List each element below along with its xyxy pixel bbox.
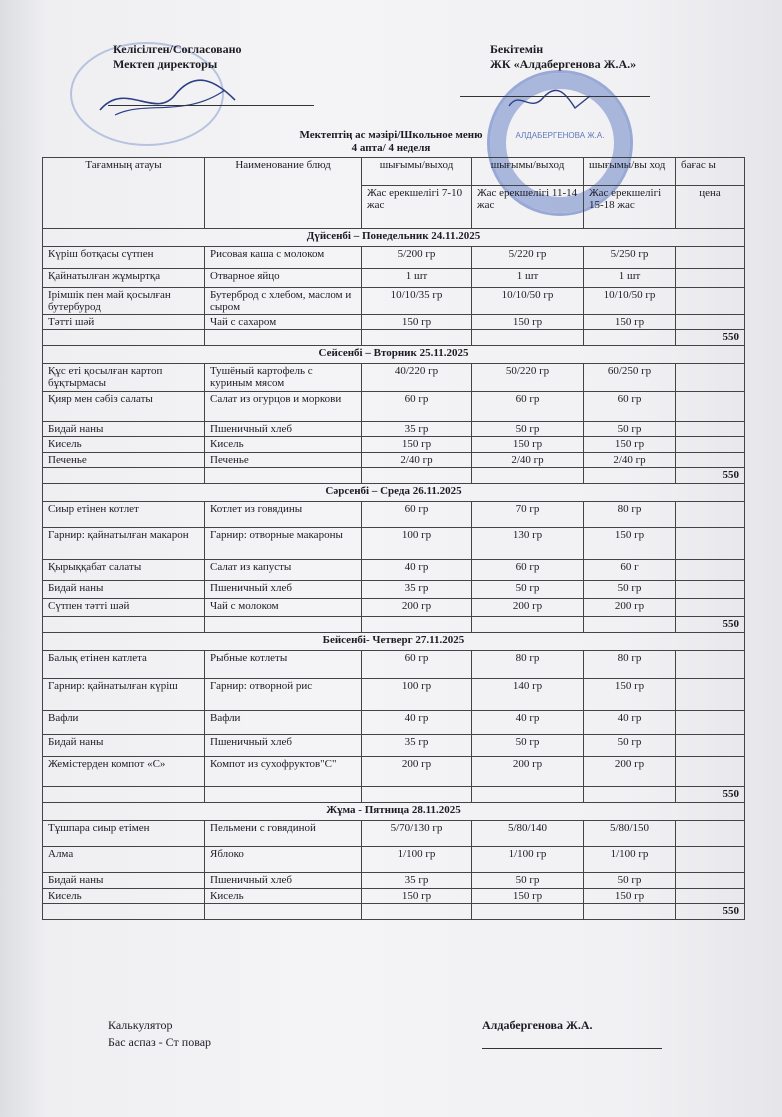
portion-15-18: 1/100 гр bbox=[584, 847, 676, 873]
day-title: Сейсенбі – Вторник 25.11.2025 bbox=[43, 346, 745, 364]
day-total-row bbox=[43, 468, 745, 484]
portion-11-14: 150 гр bbox=[472, 889, 584, 904]
menu-item-row bbox=[43, 247, 745, 269]
portion-11-14: 2/40 гр bbox=[472, 453, 584, 468]
col-header-name-kz: Тағамның атауы bbox=[43, 158, 205, 229]
dish-name-kz: Кисель bbox=[43, 437, 205, 453]
portion-7-10: 100 гр bbox=[362, 528, 472, 560]
portion-15-18: 60/250 гр bbox=[584, 364, 676, 392]
portion-15-18: 40 гр bbox=[584, 711, 676, 735]
dish-name-ru: Пшеничный хлеб bbox=[205, 735, 362, 757]
portion-11-14: 60 гр bbox=[472, 560, 584, 581]
left-signature-line bbox=[108, 105, 314, 106]
day-total-price: 550 bbox=[676, 617, 745, 633]
col-header-price: бағас ы bbox=[676, 158, 745, 186]
empty-cell bbox=[584, 904, 676, 920]
footer-signature-line bbox=[482, 1048, 662, 1049]
menu-item-row bbox=[43, 422, 745, 437]
approved-right-subtitle: ЖК «Алдабергенова Ж.А.» bbox=[490, 57, 637, 71]
portion-11-14: 60 гр bbox=[472, 392, 584, 422]
portion-7-10: 40 гр bbox=[362, 560, 472, 581]
day-title: Сәрсенбі – Среда 26.11.2025 bbox=[43, 484, 745, 502]
col-header-age-3: Жас ерекшелігі 15-18 жас bbox=[584, 186, 676, 229]
empty-cell bbox=[43, 330, 205, 346]
empty-cell bbox=[584, 617, 676, 633]
dish-name-kz: Тұшпара сиыр етімен bbox=[43, 821, 205, 847]
dish-name-kz: Тәтті шәй bbox=[43, 315, 205, 330]
portion-7-10: 10/10/35 гр bbox=[362, 288, 472, 315]
price-cell bbox=[676, 422, 745, 437]
portion-11-14: 200 гр bbox=[472, 757, 584, 787]
col-header-output-3: шығымы/вы ход bbox=[584, 158, 676, 186]
portion-15-18: 60 г bbox=[584, 560, 676, 581]
dish-name-kz: Печенье bbox=[43, 453, 205, 468]
col-header-price-ru: цена bbox=[676, 186, 745, 229]
day-header-row bbox=[43, 484, 745, 502]
price-cell bbox=[676, 315, 745, 330]
day-total-price: 550 bbox=[676, 787, 745, 803]
portion-15-18: 150 гр bbox=[584, 315, 676, 330]
menu-item-row bbox=[43, 502, 745, 528]
dish-name-ru: Пшеничный хлеб bbox=[205, 873, 362, 889]
price-cell bbox=[676, 757, 745, 787]
dish-name-kz: Гарнир: қайнатылған күріш bbox=[43, 679, 205, 711]
portion-15-18: 10/10/50 гр bbox=[584, 288, 676, 315]
portion-15-18: 5/250 гр bbox=[584, 247, 676, 269]
price-cell bbox=[676, 711, 745, 735]
menu-item-row bbox=[43, 528, 745, 560]
menu-item-row bbox=[43, 288, 745, 315]
empty-cell bbox=[472, 468, 584, 484]
price-cell bbox=[676, 581, 745, 599]
menu-item-row bbox=[43, 873, 745, 889]
portion-11-14: 50 гр bbox=[472, 581, 584, 599]
portion-15-18: 50 гр bbox=[584, 581, 676, 599]
dish-name-kz: Кисель bbox=[43, 889, 205, 904]
menu-item-row bbox=[43, 847, 745, 873]
day-total-row bbox=[43, 904, 745, 920]
portion-7-10: 100 гр bbox=[362, 679, 472, 711]
dish-name-ru: Рисовая каша с молоком bbox=[205, 247, 362, 269]
portion-7-10: 60 гр bbox=[362, 651, 472, 679]
portion-7-10: 1 шт bbox=[362, 269, 472, 288]
dish-name-kz: Бидай наны bbox=[43, 581, 205, 599]
dish-name-kz: Күріш ботқасы сүтпен bbox=[43, 247, 205, 269]
portion-7-10: 150 гр bbox=[362, 437, 472, 453]
menu-item-row bbox=[43, 364, 745, 392]
dish-name-ru: Котлет из говядины bbox=[205, 502, 362, 528]
dish-name-ru: Гарнир: отворной рис bbox=[205, 679, 362, 711]
portion-7-10: 150 гр bbox=[362, 315, 472, 330]
dish-name-kz: Вафли bbox=[43, 711, 205, 735]
portion-11-14: 1/100 гр bbox=[472, 847, 584, 873]
portion-7-10: 35 гр bbox=[362, 581, 472, 599]
portion-15-18: 80 гр bbox=[584, 502, 676, 528]
portion-15-18: 80 гр bbox=[584, 651, 676, 679]
menu-item-row bbox=[43, 711, 745, 735]
approved-left-title: Келісілген/Согласовано bbox=[113, 42, 242, 56]
portion-11-14: 1 шт bbox=[472, 269, 584, 288]
portion-15-18: 2/40 гр bbox=[584, 453, 676, 468]
empty-cell bbox=[362, 468, 472, 484]
col-header-output-2: шығымы/выход bbox=[472, 158, 584, 186]
empty-cell bbox=[43, 617, 205, 633]
portion-11-14: 50 гр bbox=[472, 735, 584, 757]
col-header-output-1: шығымы/выход bbox=[362, 158, 472, 186]
day-total-price: 550 bbox=[676, 330, 745, 346]
portion-7-10: 5/200 гр bbox=[362, 247, 472, 269]
menu-item-row bbox=[43, 679, 745, 711]
price-cell bbox=[676, 528, 745, 560]
empty-cell bbox=[205, 787, 362, 803]
dish-name-kz: Бидай наны bbox=[43, 422, 205, 437]
menu-title: Мектептің ас мәзірі/Школьное меню bbox=[299, 129, 483, 141]
day-header-row bbox=[43, 803, 745, 821]
portion-7-10: 40/220 гр bbox=[362, 364, 472, 392]
price-cell bbox=[676, 392, 745, 422]
portion-11-14: 150 гр bbox=[472, 437, 584, 453]
approved-left-subtitle: Мектеп директоры bbox=[113, 57, 218, 71]
dish-name-ru: Гарнир: отворные макароны bbox=[205, 528, 362, 560]
portion-11-14: 130 гр bbox=[472, 528, 584, 560]
portion-15-18: 150 гр bbox=[584, 437, 676, 453]
empty-cell bbox=[205, 904, 362, 920]
empty-cell bbox=[472, 787, 584, 803]
empty-cell bbox=[472, 904, 584, 920]
dish-name-ru: Чай с молоком bbox=[205, 599, 362, 617]
col-header-name-ru: Наименование блюд bbox=[205, 158, 362, 229]
menu-item-row bbox=[43, 599, 745, 617]
price-cell bbox=[676, 364, 745, 392]
empty-cell bbox=[362, 330, 472, 346]
price-cell bbox=[676, 453, 745, 468]
price-cell bbox=[676, 679, 745, 711]
dish-name-ru: Салат из капусты bbox=[205, 560, 362, 581]
menu-item-row bbox=[43, 437, 745, 453]
dish-name-kz: Құс еті қосылған картоп бұқтырмасы bbox=[43, 364, 205, 392]
price-cell bbox=[676, 889, 745, 904]
empty-cell bbox=[472, 330, 584, 346]
portion-7-10: 35 гр bbox=[362, 873, 472, 889]
price-cell bbox=[676, 502, 745, 528]
day-total-row bbox=[43, 617, 745, 633]
empty-cell bbox=[362, 787, 472, 803]
dish-name-kz: Балық етінен катлета bbox=[43, 651, 205, 679]
price-cell bbox=[676, 288, 745, 315]
dish-name-ru: Кисель bbox=[205, 889, 362, 904]
dish-name-ru: Тушёный картофель с куриным мясом bbox=[205, 364, 362, 392]
day-total-row bbox=[43, 330, 745, 346]
dish-name-ru: Вафли bbox=[205, 711, 362, 735]
menu-item-row bbox=[43, 392, 745, 422]
price-cell bbox=[676, 247, 745, 269]
menu-item-row bbox=[43, 269, 745, 288]
day-header-row bbox=[43, 229, 745, 247]
menu-item-row bbox=[43, 581, 745, 599]
dish-name-ru: Компот из сухофруктов"С" bbox=[205, 757, 362, 787]
portion-11-14: 140 гр bbox=[472, 679, 584, 711]
empty-cell bbox=[205, 330, 362, 346]
dish-name-kz: Сиыр етінен котлет bbox=[43, 502, 205, 528]
approver-signature bbox=[505, 88, 595, 116]
dish-name-ru: Чай с сахаром bbox=[205, 315, 362, 330]
portion-15-18: 50 гр bbox=[584, 735, 676, 757]
dish-name-kz: Бидай наны bbox=[43, 735, 205, 757]
stamp-text: АЛДАБЕРГЕНОВА Ж.А. bbox=[515, 131, 605, 140]
price-cell bbox=[676, 269, 745, 288]
menu-item-row bbox=[43, 757, 745, 787]
col-header-age-1: Жас ерекшелігі 7-10 жас bbox=[362, 186, 472, 229]
portion-7-10: 60 гр bbox=[362, 502, 472, 528]
portion-7-10: 200 гр bbox=[362, 757, 472, 787]
price-cell bbox=[676, 735, 745, 757]
empty-cell bbox=[205, 617, 362, 633]
portion-15-18: 50 гр bbox=[584, 873, 676, 889]
menu-item-row bbox=[43, 821, 745, 847]
price-cell bbox=[676, 599, 745, 617]
day-total-price: 550 bbox=[676, 468, 745, 484]
portion-11-14: 5/80/140 bbox=[472, 821, 584, 847]
day-total-price: 550 bbox=[676, 904, 745, 920]
footer-calculator-label: Калькулятор bbox=[108, 1018, 173, 1032]
approved-right-title: Бекітемін bbox=[490, 42, 544, 56]
dish-name-ru: Рыбные котлеты bbox=[205, 651, 362, 679]
portion-11-14: 10/10/50 гр bbox=[472, 288, 584, 315]
menu-table bbox=[42, 157, 745, 920]
portion-7-10: 150 гр bbox=[362, 889, 472, 904]
day-header-row bbox=[43, 346, 745, 364]
day-title: Бейсенбі- Четверг 27.11.2025 bbox=[43, 633, 745, 651]
portion-11-14: 50 гр bbox=[472, 873, 584, 889]
day-title: Жұма - Пятница 28.11.2025 bbox=[43, 803, 745, 821]
dish-name-ru: Отварное яйцо bbox=[205, 269, 362, 288]
portion-15-18: 150 гр bbox=[584, 889, 676, 904]
header-row bbox=[43, 158, 745, 186]
col-header-age-2: Жас ерекшелігі 11-14 жас bbox=[472, 186, 584, 229]
portion-7-10: 60 гр bbox=[362, 392, 472, 422]
portion-11-14: 80 гр bbox=[472, 651, 584, 679]
portion-7-10: 1/100 гр bbox=[362, 847, 472, 873]
portion-15-18: 5/80/150 bbox=[584, 821, 676, 847]
menu-item-row bbox=[43, 651, 745, 679]
portion-15-18: 200 гр bbox=[584, 757, 676, 787]
dish-name-kz: Қырыққабат салаты bbox=[43, 560, 205, 581]
empty-cell bbox=[362, 904, 472, 920]
empty-cell bbox=[584, 468, 676, 484]
dish-name-ru: Салат из огурцов и моркови bbox=[205, 392, 362, 422]
dish-name-kz: Сүтпен тәтті шәй bbox=[43, 599, 205, 617]
menu-item-row bbox=[43, 735, 745, 757]
portion-11-14: 70 гр bbox=[472, 502, 584, 528]
dish-name-kz: Ірімшік пен май қосылған бутербурод bbox=[43, 288, 205, 315]
dish-name-ru: Бутерброд с хлебом, маслом и сыром bbox=[205, 288, 362, 315]
portion-7-10: 40 гр bbox=[362, 711, 472, 735]
portion-15-18: 60 гр bbox=[584, 392, 676, 422]
day-header-row bbox=[43, 633, 745, 651]
price-cell bbox=[676, 847, 745, 873]
portion-15-18: 150 гр bbox=[584, 528, 676, 560]
portion-15-18: 200 гр bbox=[584, 599, 676, 617]
portion-11-14: 200 гр bbox=[472, 599, 584, 617]
day-total-row bbox=[43, 787, 745, 803]
dish-name-kz: Жемістерден компот «С» bbox=[43, 757, 205, 787]
day-title: Дүйсенбі – Понедельник 24.11.2025 bbox=[43, 229, 745, 247]
dish-name-kz: Алма bbox=[43, 847, 205, 873]
portion-11-14: 150 гр bbox=[472, 315, 584, 330]
dish-name-kz: Гарнир: қайнатылған макарон bbox=[43, 528, 205, 560]
portion-7-10: 2/40 гр bbox=[362, 453, 472, 468]
director-signature bbox=[95, 70, 245, 130]
portion-11-14: 50 гр bbox=[472, 422, 584, 437]
empty-cell bbox=[584, 787, 676, 803]
empty-cell bbox=[205, 468, 362, 484]
menu-item-row bbox=[43, 453, 745, 468]
portion-7-10: 200 гр bbox=[362, 599, 472, 617]
price-cell bbox=[676, 560, 745, 581]
dish-name-ru: Пшеничный хлеб bbox=[205, 422, 362, 437]
empty-cell bbox=[43, 904, 205, 920]
dish-name-ru: Пельмени с говядиной bbox=[205, 821, 362, 847]
portion-15-18: 150 гр bbox=[584, 679, 676, 711]
footer-chef-label: Бас аспаз - Ст повар bbox=[108, 1035, 212, 1049]
dish-name-kz: Қайнатылған жұмыртқа bbox=[43, 269, 205, 288]
dish-name-kz: Қияр мен сәбіз салаты bbox=[43, 392, 205, 422]
menu-item-row bbox=[43, 315, 745, 330]
menu-item-row bbox=[43, 560, 745, 581]
portion-15-18: 1 шт bbox=[584, 269, 676, 288]
menu-week: 4 апта/ 4 неделя bbox=[351, 142, 431, 154]
empty-cell bbox=[43, 787, 205, 803]
empty-cell bbox=[584, 330, 676, 346]
price-cell bbox=[676, 821, 745, 847]
price-cell bbox=[676, 651, 745, 679]
menu-item-row bbox=[43, 889, 745, 904]
empty-cell bbox=[43, 468, 205, 484]
dish-name-ru: Пшеничный хлеб bbox=[205, 581, 362, 599]
footer-signatory-name: Алдабергенова Ж.А. bbox=[482, 1018, 593, 1032]
dish-name-kz: Бидай наны bbox=[43, 873, 205, 889]
dish-name-ru: Печенье bbox=[205, 453, 362, 468]
portion-7-10: 35 гр bbox=[362, 422, 472, 437]
price-cell bbox=[676, 437, 745, 453]
empty-cell bbox=[362, 617, 472, 633]
empty-cell bbox=[472, 617, 584, 633]
portion-7-10: 5/70/130 гр bbox=[362, 821, 472, 847]
dish-name-ru: Кисель bbox=[205, 437, 362, 453]
dish-name-ru: Яблоко bbox=[205, 847, 362, 873]
portion-11-14: 50/220 гр bbox=[472, 364, 584, 392]
portion-15-18: 50 гр bbox=[584, 422, 676, 437]
portion-11-14: 40 гр bbox=[472, 711, 584, 735]
portion-11-14: 5/220 гр bbox=[472, 247, 584, 269]
right-signature-line bbox=[460, 96, 650, 97]
price-cell bbox=[676, 873, 745, 889]
portion-7-10: 35 гр bbox=[362, 735, 472, 757]
